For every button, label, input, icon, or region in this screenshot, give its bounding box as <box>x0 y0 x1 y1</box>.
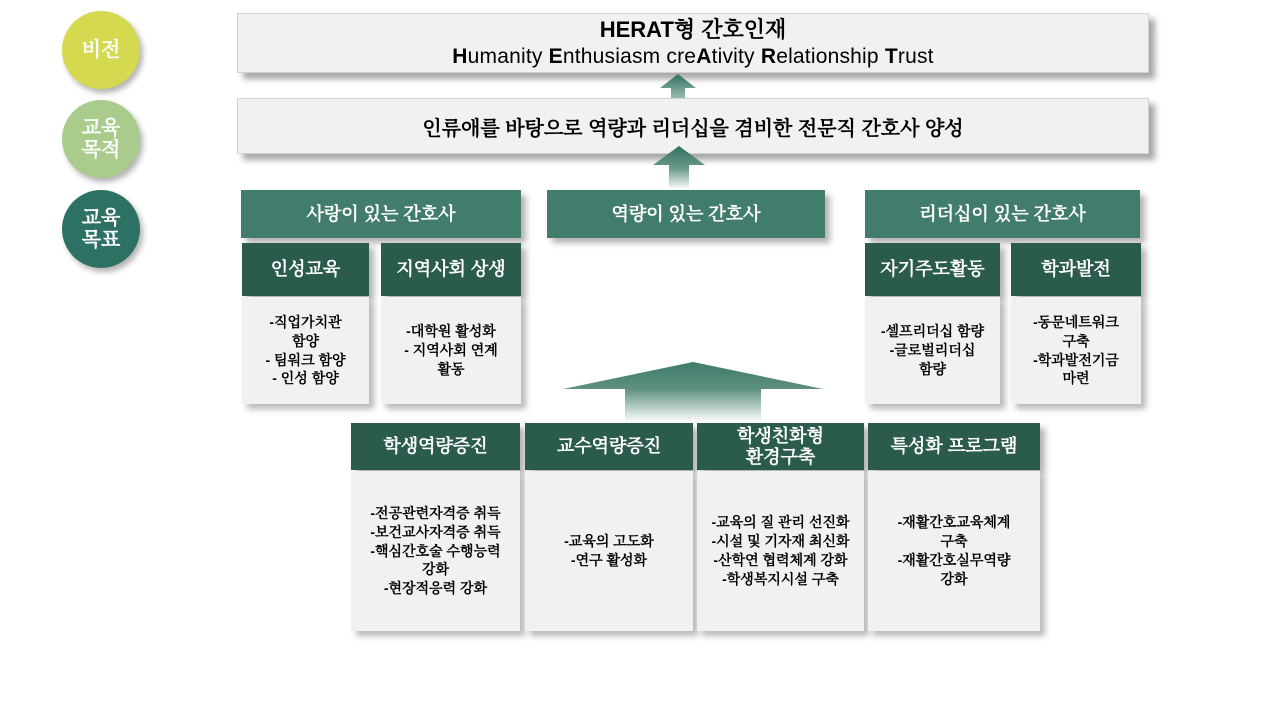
strategy-body-specialized-program: -재활간호교육체계 구축 -재활간호실무역량 강화 <box>868 471 1040 631</box>
vision-circle <box>62 11 140 89</box>
edu-purpose-circle-label: 교육 목적 <box>81 116 121 161</box>
edu-goal-circle <box>62 190 140 268</box>
strategy-header-student-competence: 학생역량증진 <box>351 423 520 470</box>
acronym-letter: R <box>760 44 777 68</box>
body-self-directed: -셀프리더십 함량 -글로벌리더십 함량 <box>865 297 1000 404</box>
up-arrow-icon-purpose <box>653 146 705 188</box>
acronym-text: elationship <box>776 44 885 68</box>
acronym-letter: T <box>884 44 898 68</box>
strategy-body-faculty-competence: -교육의 고도화 -연구 활성화 <box>525 471 693 631</box>
purpose-banner-text: 인류애를 바탕으로 역량과 리더십을 겸비한 전문직 간호사 양성 <box>422 117 964 140</box>
vision-banner-title: HERAT형 간호인재 <box>599 17 787 43</box>
acronym-letter: E <box>548 44 563 68</box>
edu-purpose-circle <box>62 100 140 178</box>
acronym-text: rust <box>897 44 934 68</box>
acronym-letter: H <box>452 44 468 68</box>
up-arrow-icon-vision <box>660 74 696 99</box>
acronym-text: umanity <box>467 44 549 68</box>
acronym-text: tivity <box>711 44 761 68</box>
acronym-letter: A <box>696 44 712 68</box>
acronym-text: nthusiasm cre <box>562 44 697 68</box>
goal-header-leadership: 리더십이 있는 간호사 <box>865 190 1140 238</box>
sub-header-community: 지역사회 상생 <box>381 243 521 296</box>
edu-goal-circle-label: 교육 목표 <box>81 206 121 251</box>
strategy-body-student-competence: -전공관련자격증 취득 -보건교사자격증 취득 -핵심간호술 수행능력 강화 -현장적응력 강화 <box>351 471 520 631</box>
body-character-education: -직업가치관 함양 - 팀워크 함양 - 인성 함양 <box>242 297 369 404</box>
sub-header-character-education: 인성교육 <box>242 243 369 296</box>
strategy-header-faculty-competence: 교수역량증진 <box>525 423 693 470</box>
vision-banner-acronym <box>452 44 933 70</box>
vision-banner <box>237 13 1149 73</box>
goal-header-competence: 역량이 있는 간호사 <box>547 190 825 238</box>
body-department-dev: -동문네트워크 구축 -학과발전기금 마련 <box>1011 297 1141 404</box>
goal-header-love: 사랑이 있는 간호사 <box>241 190 521 238</box>
up-arrow-icon-strategy <box>563 362 823 422</box>
body-community: -대학원 활성화 - 지역사회 연계 활동 <box>381 297 521 404</box>
strategy-body-student-friendly-env: -교육의 질 관리 선진화 -시설 및 기자재 최신화 -산학연 협력체계 강화 -학생복지시설 구축 <box>697 471 864 631</box>
strategy-header-student-friendly-env: 학생친화형 환경구축 <box>697 423 864 470</box>
sub-header-department-dev: 학과발전 <box>1011 243 1141 296</box>
vision-circle-label: 비전 <box>81 38 121 61</box>
sub-header-self-directed: 자기주도활동 <box>865 243 1000 296</box>
strategy-header-specialized-program: 특성화 프로그램 <box>868 423 1040 470</box>
